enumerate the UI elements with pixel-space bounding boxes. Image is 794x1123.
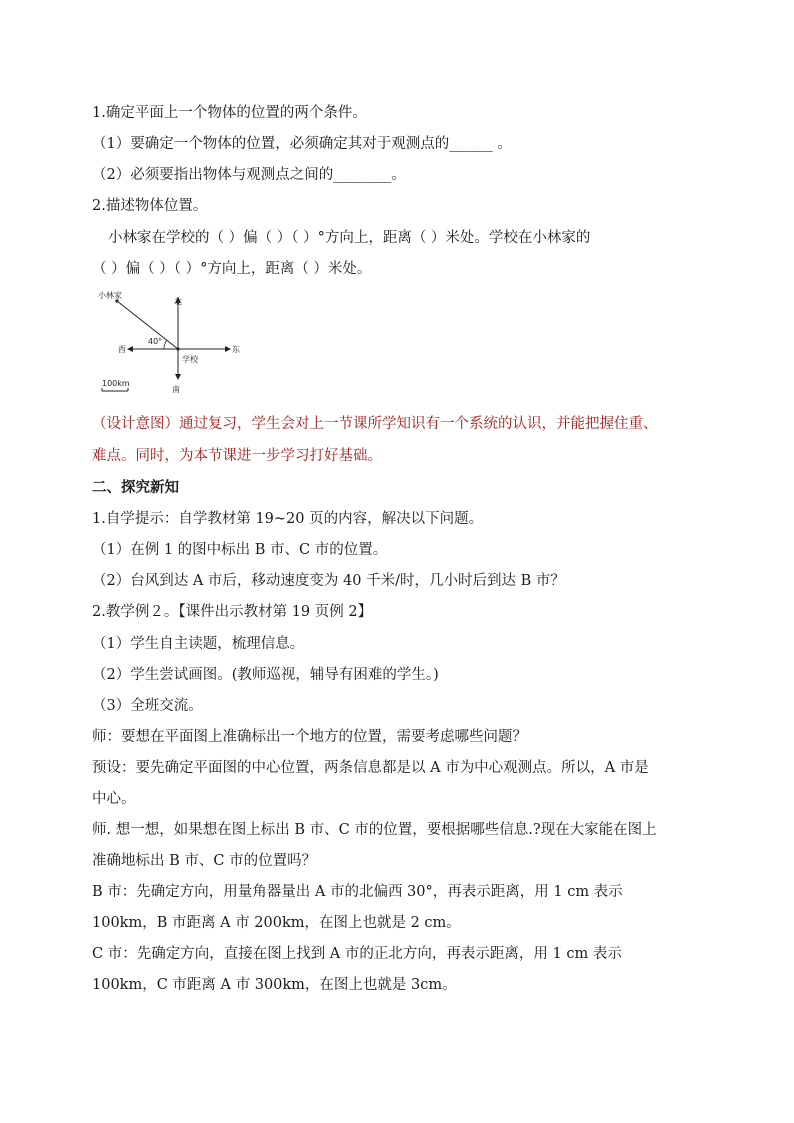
school-label: 学校: [182, 355, 198, 364]
example-2-heading: 2.教学例２。【课件出示教材第 19 页例 2】: [92, 604, 373, 620]
north-label: 北: [174, 297, 182, 306]
teacher-question-2-line2: 准确地标出 B 市、C 市的位置吗？: [92, 853, 317, 869]
city-c-line1: C 市：先确定方向，直接在图上找到 A 市的正北方向，再表示距离，用 1 cm 表示: [92, 946, 622, 962]
review-question-2-text2: （ ）偏（ ）（ ）°方向上，距离（ ）米处。: [92, 261, 372, 277]
review-question-1: 1.确定平面上一个物体的位置的两个条件。: [92, 105, 367, 121]
section-heading: 二、探究新知: [92, 479, 179, 496]
self-study-question-2: （2）台风到达 A 市后，移动速度变为 40 千米/时，几小时后到达 B 市？: [92, 573, 565, 589]
west-label: 西: [118, 345, 126, 354]
teacher-question-2-line1: 师. 想一想，如果想在图上标出 B 市、C 市的位置，要根据哪些信息.?现在大家能在图上: [92, 822, 657, 838]
east-label: 东: [232, 345, 240, 354]
position-diagram: [92, 283, 252, 395]
self-study-prompt: 1.自学提示：自学教材第 19~20 页的内容，解决以下问题。: [92, 511, 484, 527]
city-c-line2: 100km，C 市距离 A 市 300km，在图上也就是 3cm。: [92, 977, 457, 993]
example-2-step-2: （2）学生尝试画图。(教师巡视，辅导有困难的学生。): [92, 667, 439, 683]
design-intent-line1: （设计意图）通过复习，学生会对上一节课所学知识有一个系统的认识，并能把握住重、: [92, 416, 658, 432]
south-arrow-icon: [175, 374, 181, 380]
example-2-step-1: （1）学生自主读题，梳理信息。: [92, 636, 305, 652]
review-question-2-text1: 小林家在学校的（ ）偏（ ）（ ）°方向上，距离（ ）米处。学校在小林家的: [108, 230, 591, 246]
east-arrow-icon: [225, 346, 231, 352]
teacher-question-1: 师：要想在平面图上准确标出一个地方的位置，需要考虑哪些问题？: [92, 729, 527, 745]
school-point: [176, 347, 179, 350]
design-intent-line2: 难点。同时，为本节课进一步学习打好基础。: [92, 448, 382, 464]
house-label: 小林家: [98, 291, 122, 300]
west-arrow-icon: [127, 346, 133, 352]
review-question-1a: （1）要确定一个物体的位置，必须确定其对于观测点的______ 。: [92, 136, 512, 152]
city-b-line2: 100km，B 市距离 A 市 200km，在图上也就是 2 cm。: [92, 915, 461, 931]
city-b-line1: B 市：先确定方向，用量角器量出 A 市的北偏西 30°，再表示距离，用 1 cm 表示: [92, 884, 623, 900]
preset-answer-line1: 预设：要先确定平面图的中心位置，两条信息都是以 A 市为中心观测点。所以，A 市是: [92, 760, 649, 776]
preset-answer-line2: 中心。: [92, 791, 136, 807]
angle-label: 40°: [148, 337, 163, 346]
self-study-question-1: （1）在例 1 的图中标出 B 市、C 市的位置。: [92, 542, 388, 558]
south-label: 南: [172, 385, 180, 394]
angle-arc: [164, 340, 167, 349]
review-question-2: 2.描述物体位置。: [92, 198, 208, 214]
review-question-1b: （2）必须要指出物体与观测点之间的________。: [92, 167, 406, 183]
scale-label: 100km: [102, 379, 130, 388]
example-2-step-3: （3）全班交流。: [92, 698, 203, 714]
